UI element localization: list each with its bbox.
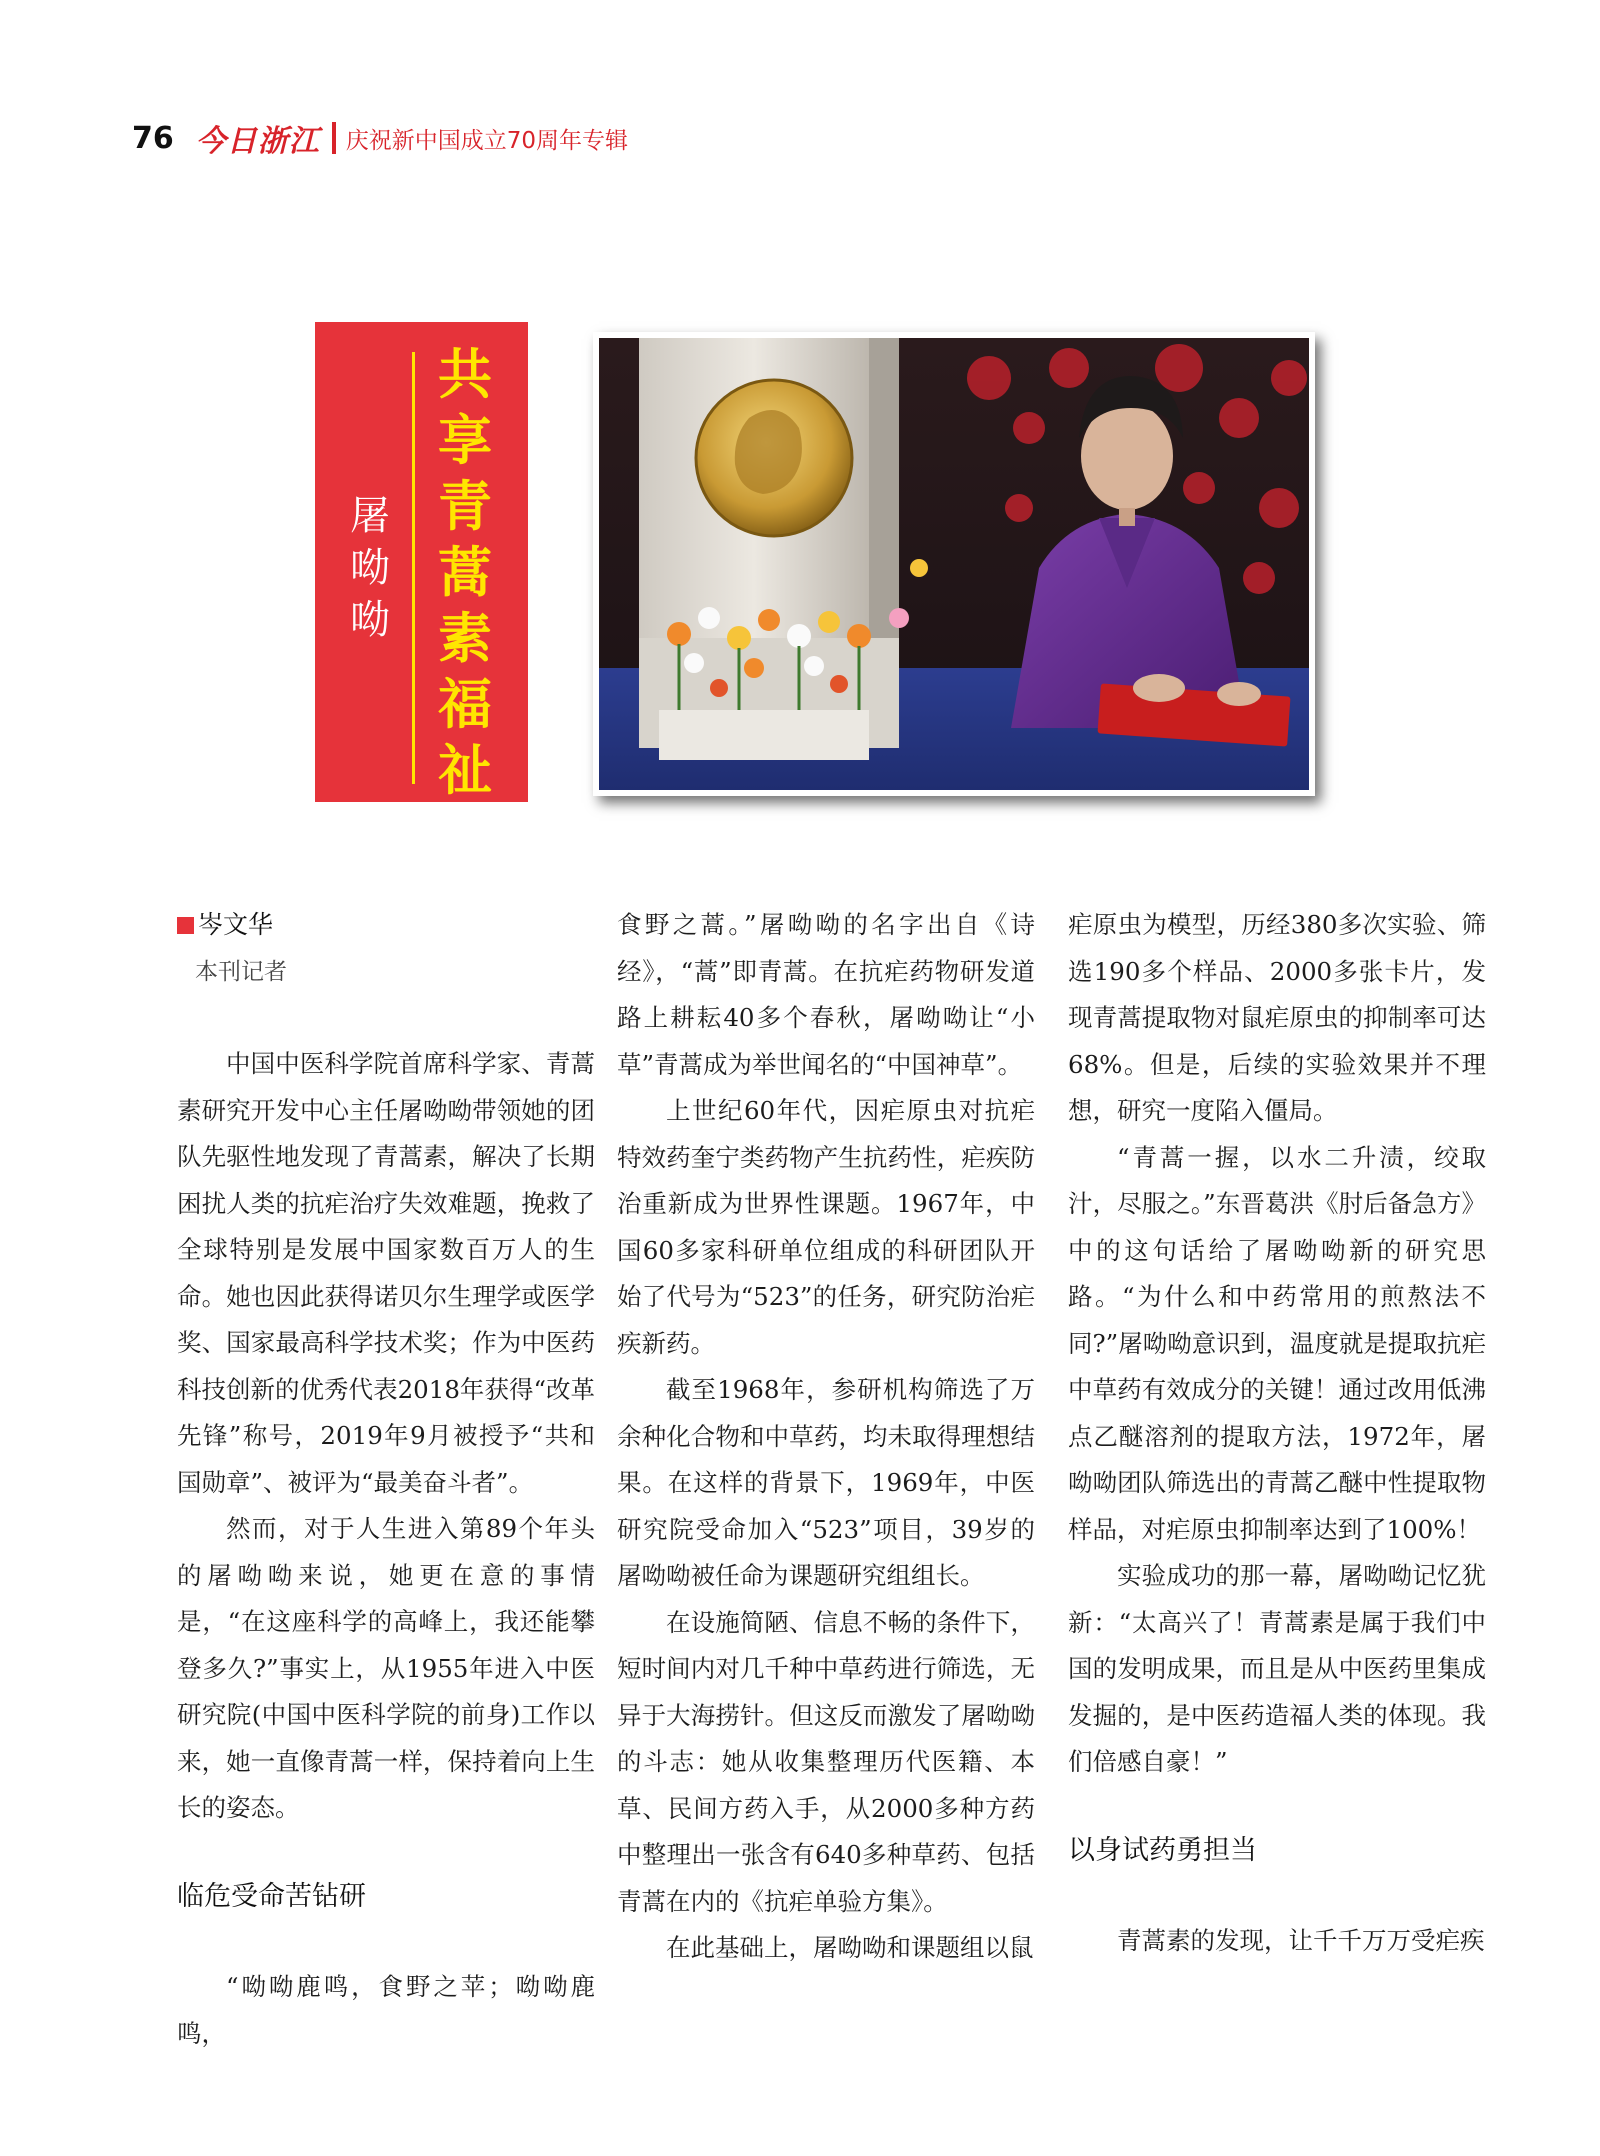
text-column-1: [177, 902, 595, 2057]
article-title: [430, 342, 500, 804]
section-heading: 以身试药勇担当: [1068, 1834, 1257, 1866]
paragraph: “青蒿一握，以水二升渍，绞取汁，尽服之。”东晋葛洪《肘后备急方》中的这句话给了屠呦呦新的研究思路。“为什么和中药常用的煎熬法不同?”屠呦呦意识到，温度就是提取抗疟中草药有效成分的关键！通过改用低沸点乙醚溶剂的提取方法，1972年，屠呦呦团队筛选出的青蒿乙醚中性提取物样品，对疟原虫抑制率达到了100%！: [1068, 1142, 1486, 1544]
paragraph: 截至1968年，参研机构筛选了万余种化合物和中草药，均未取得理想结果。在这样的背景下，1969年，中医研究院受命加入“523”项目，39岁的屠呦呦被任命为课题研究组组长。: [617, 1375, 1035, 1590]
author-character: 屠: [350, 493, 390, 539]
text-column-3: [1068, 902, 1486, 1965]
paragraph: 实验成功的那一幕，屠呦呦记忆犹新：“太高兴了！青蒿素是属于我们中国的发明成果，而且是从中医药里集成发掘的，是中医药造福人类的体现。我们倍感自豪！”: [1068, 1561, 1486, 1776]
paragraph: 中国中医科学院首席科学家、青蒿素研究开发中心主任屠呦呦带领她的团队先驱性地发现了青蒿素，解决了长期困扰人类的抗疟治疗失效难题，挽救了全球特别是发展中国家数百万人的生命。她也因此获得诺贝尔生理学或医学奖、国家最高科学技术奖；作为中医药科技创新的优秀代表2018年获得“改革先锋”称号，2019年9月被授予“共和国勋章”、被评为“最美奋斗者”。: [177, 1049, 595, 1497]
title-character: 祉: [438, 739, 492, 802]
banner-divider-line: [412, 352, 415, 784]
byline-square-icon: [177, 917, 194, 934]
magazine-logo: 今日浙江: [195, 124, 320, 159]
paragraph: 青蒿素的发现，让千千万万受疟疾: [1117, 1926, 1485, 1955]
title-banner: [315, 322, 528, 802]
paragraph: 疟原虫为模型，历经380多次实验、筛选190多个样品、2000多张卡片，发现青蒿提取物对鼠疟原虫的抑制率可达68%。但是，后续的实验效果并不理想，研究一度陷入僵局。: [1068, 910, 1486, 1125]
author-character: 呦: [350, 597, 390, 643]
title-character: 共: [438, 343, 492, 406]
text-column-2: [617, 902, 1035, 1972]
author-character: 呦: [350, 545, 390, 591]
article-photo: [593, 332, 1315, 796]
title-character: 福: [438, 673, 492, 736]
title-character: 青: [438, 475, 492, 538]
paragraph: 在设施简陋、信息不畅的条件下，短时间内对几千种中草药进行筛选，无异于大海捞针。但这反而激发了屠呦呦的斗志：她从收集整理历代医籍、本草、民间方药入手，从2000多种方药中整理出一张含有640多种草药、包括青蒿在内的《抗疟单验方集》。: [617, 1607, 1035, 1916]
byline-role: 本刊记者: [195, 958, 287, 985]
title-character: 享: [438, 409, 492, 472]
paragraph: 食野之蒿。”屠呦呦的名字出自《诗经》，“蒿”即青蒿。在抗疟药物研发道路上耕耘40多个春秋，屠呦呦让“小草”青蒿成为举世闻名的“中国神草”。: [617, 910, 1035, 1079]
paragraph: “呦呦鹿鸣，食野之苹；呦呦鹿鸣，: [177, 1972, 595, 2048]
title-character: 素: [438, 607, 492, 670]
paragraph: 然而，对于人生进入第89个年头的屠呦呦来说，她更在意的事情是，“在这座科学的高峰上，我还能攀登多久?”事实上，从1955年进入中医研究院(中国中医科学院的前身)工作以来，她一直像青蒿一样，保持着向上生长的姿态。: [177, 1514, 595, 1822]
title-character: 蒿: [438, 541, 492, 604]
article-author: [345, 490, 395, 646]
page-header: [132, 118, 628, 158]
paragraph: 上世纪60年代，因疟原虫对抗疟特效药奎宁类药物产生抗药性，疟疾防治重新成为世界性课题。1967年，中国60多家科研单位组成的科研团队开始了代号为“523”的任务，研究防治疟疾新药。: [617, 1096, 1035, 1358]
byline: [177, 902, 595, 949]
page-number: 76: [132, 120, 174, 156]
section-title: 庆祝新中国成立70周年专辑: [345, 127, 629, 154]
section-heading: 临危受命苦钻研: [177, 1880, 366, 1912]
byline-name: 岑文华: [198, 910, 274, 939]
nobel-ceremony-illustration: [599, 338, 1309, 790]
paragraph: 在此基础上，屠呦呦和课题组以鼠: [666, 1933, 1034, 1962]
header-divider: [332, 122, 336, 154]
